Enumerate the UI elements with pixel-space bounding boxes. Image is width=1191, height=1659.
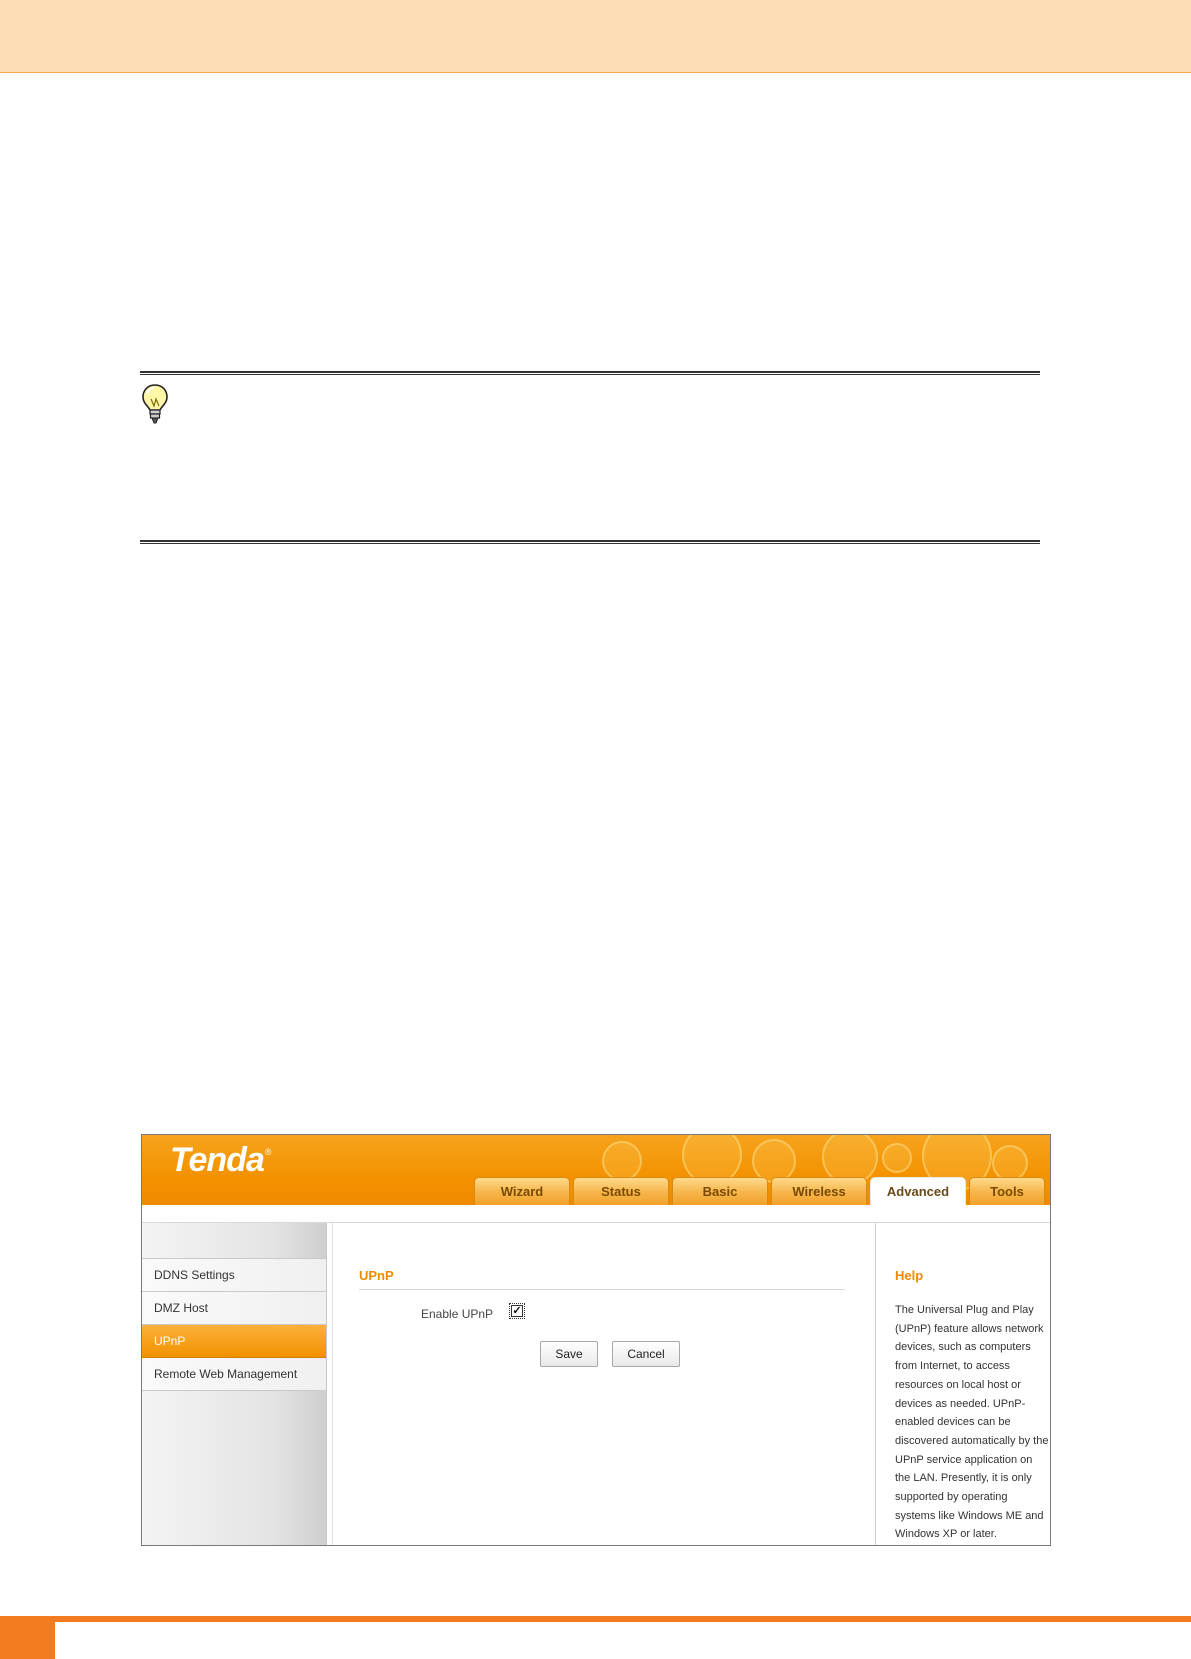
tab-tools[interactable]: Tools xyxy=(969,1177,1045,1205)
banner-bubble xyxy=(992,1145,1028,1181)
upnp-settings-panel xyxy=(332,1223,875,1545)
note-top-rule xyxy=(140,371,1040,375)
banner-bubble xyxy=(882,1143,912,1173)
banner-bubble xyxy=(602,1141,642,1181)
main-nav-tabs xyxy=(474,1177,1045,1205)
sidebar-header xyxy=(142,1223,326,1259)
document-header-band xyxy=(0,0,1191,73)
sidebar-item-dmz-host[interactable]: DMZ Host xyxy=(142,1292,326,1325)
enable-upnp-checkbox[interactable] xyxy=(509,1303,525,1319)
help-panel xyxy=(875,1223,1050,1545)
sidebar-item-upnp[interactable]: UPnP xyxy=(142,1325,326,1358)
ui-banner xyxy=(142,1135,1050,1205)
save-button[interactable]: Save xyxy=(540,1341,598,1367)
tab-status[interactable]: Status xyxy=(573,1177,669,1205)
help-text: The Universal Plug and Play (UPnP) feature allows network devices, such as computers from Internet, to access resources on local host or devices as needed. UPnP-enabled devices can be discovered automatically by the UPnP service application on the LAN. Presently, it is only supported by operating systems like Windows ME and Windows XP or later. xyxy=(895,1304,1049,1541)
sidebar-item-remote-web-management[interactable]: Remote Web Management xyxy=(142,1358,326,1391)
router-web-ui xyxy=(141,1134,1051,1546)
lightbulb-icon xyxy=(140,382,170,426)
tenda-logo: Tenda® xyxy=(170,1141,271,1179)
footer-page-tab xyxy=(0,1622,55,1659)
sidebar-item-ddns-settings[interactable]: DDNS Settings xyxy=(142,1259,326,1292)
help-title: Help xyxy=(895,1268,924,1283)
tab-advanced[interactable]: Advanced xyxy=(870,1177,966,1205)
tab-wizard[interactable]: Wizard xyxy=(474,1177,570,1205)
note-bottom-rule xyxy=(140,540,1040,544)
tab-wireless[interactable]: Wireless xyxy=(771,1177,867,1205)
sidebar xyxy=(142,1223,327,1545)
section-title: UPnP xyxy=(359,1268,394,1283)
checkmark-icon: ✓ xyxy=(512,1305,522,1317)
banner-separator xyxy=(142,1205,1050,1223)
tab-basic[interactable]: Basic xyxy=(672,1177,768,1205)
enable-upnp-label: Enable UPnP xyxy=(421,1307,494,1321)
cancel-button[interactable]: Cancel xyxy=(612,1341,680,1367)
footer-rule xyxy=(0,1616,1191,1622)
section-divider xyxy=(359,1289,845,1290)
